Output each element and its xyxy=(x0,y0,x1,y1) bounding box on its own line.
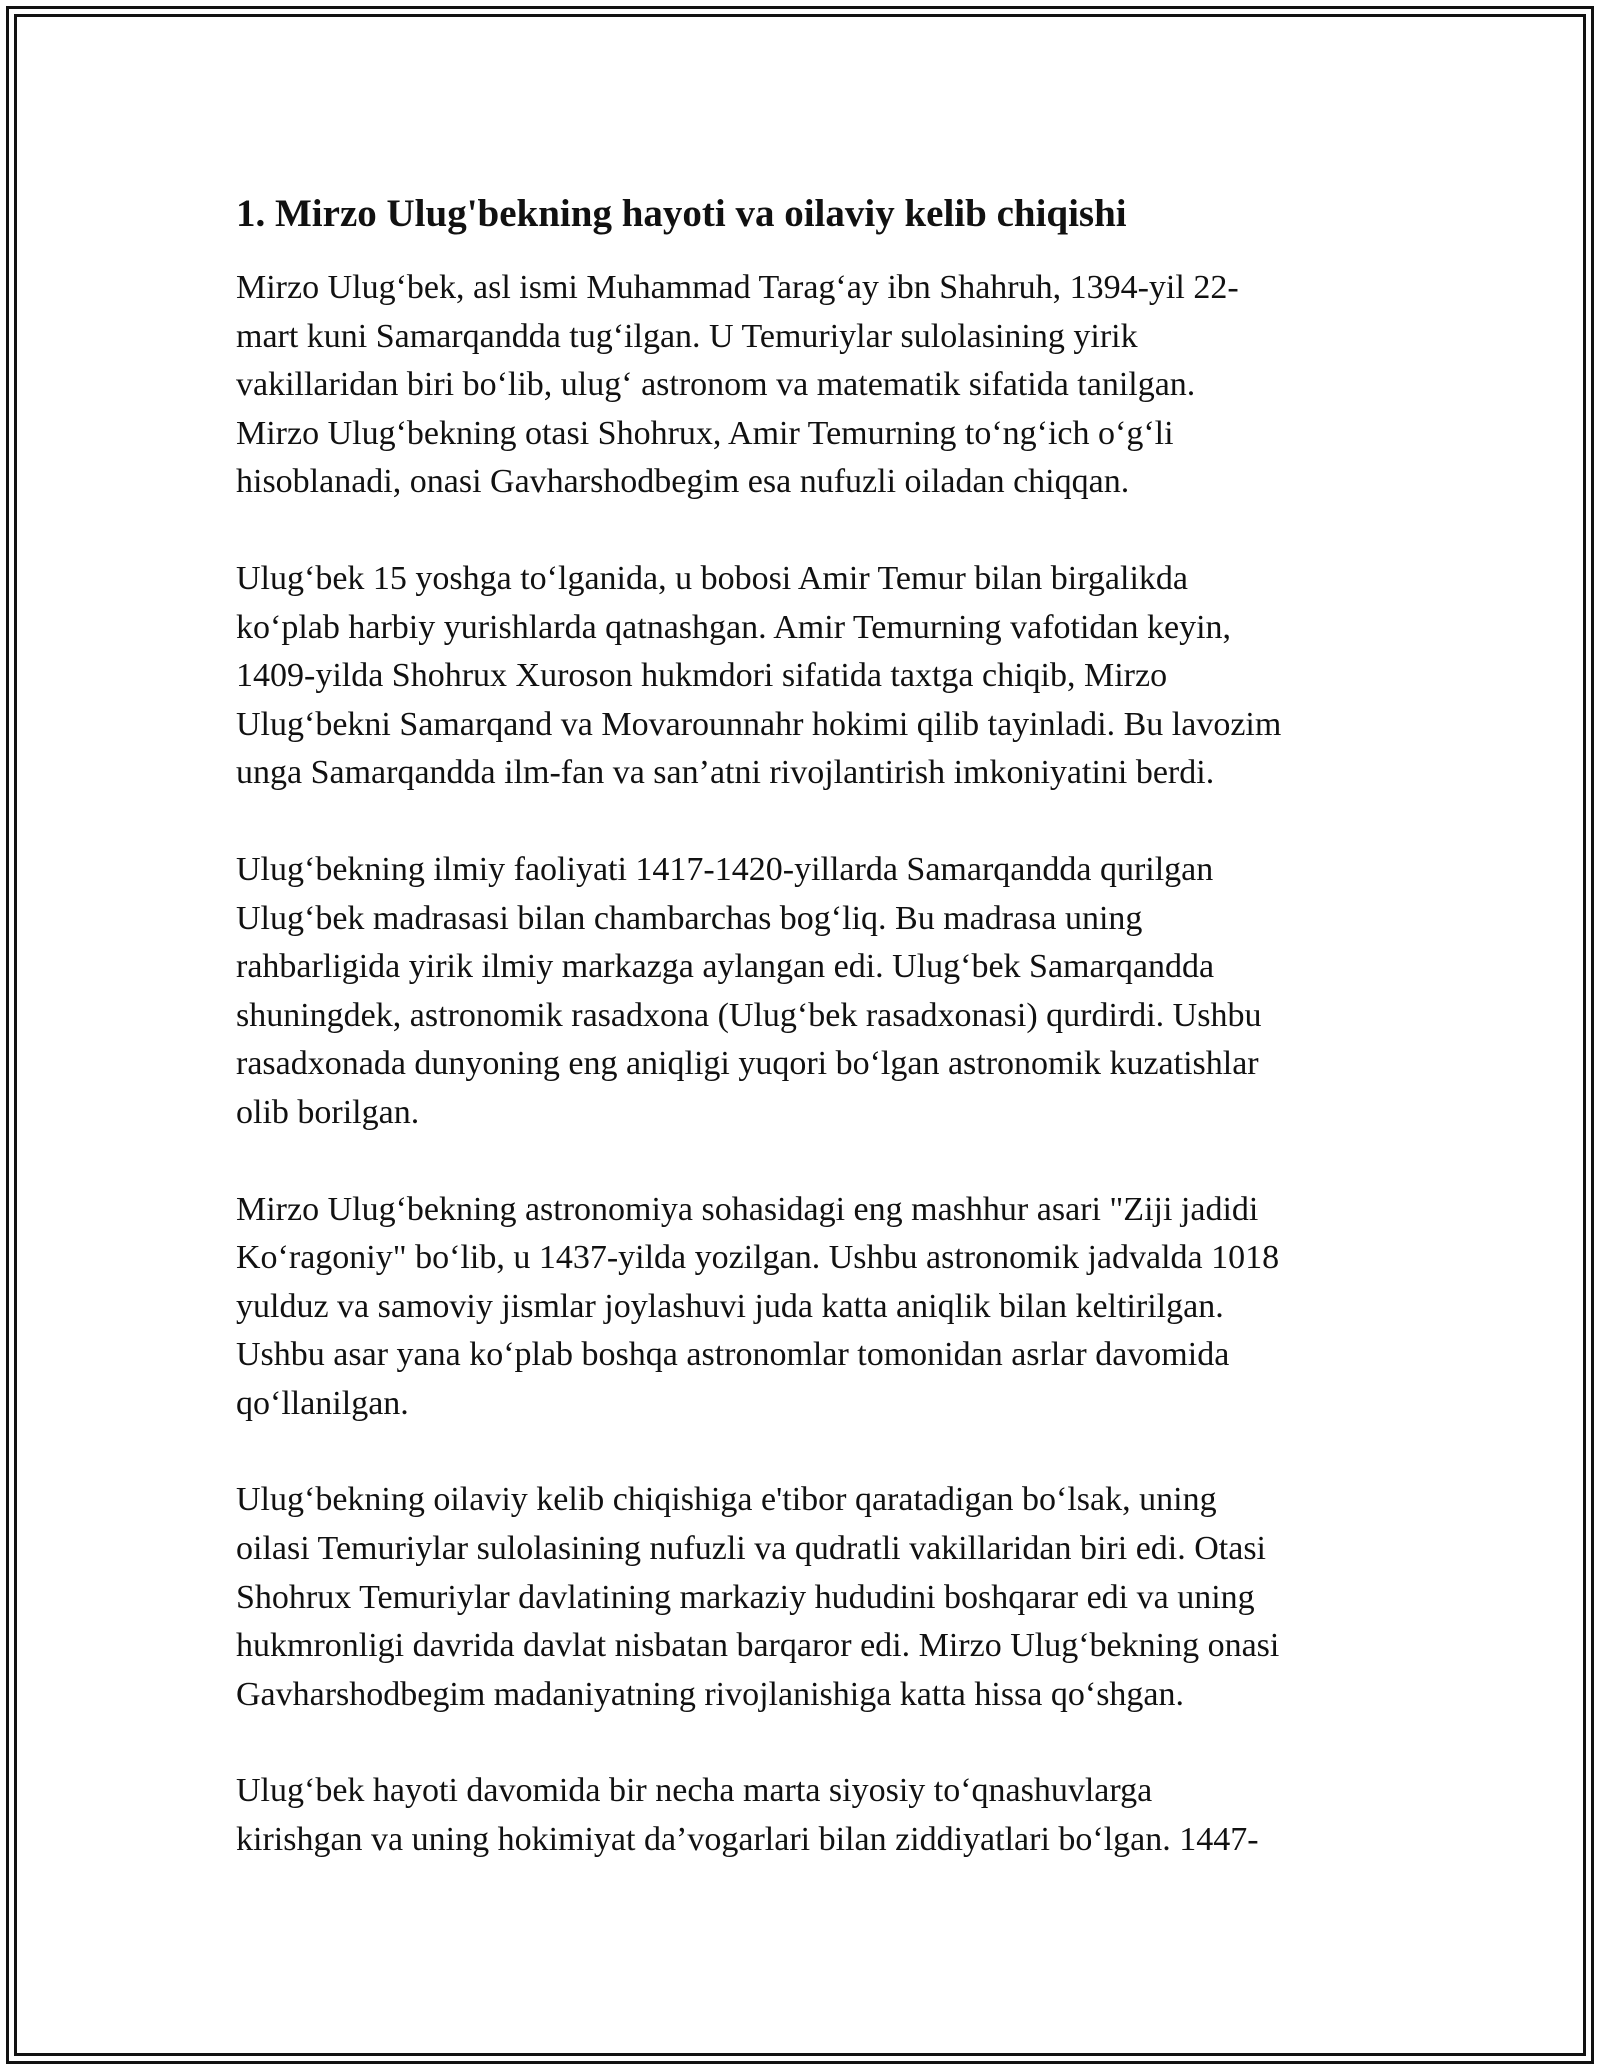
text-line: yulduz va samoviy jismlar joylashuvi juda katta aniqlik bilan keltirilgan. xyxy=(236,1287,1224,1325)
text-line: Mirzo Ulug‘bek, asl ismi Muhammad Tarag‘ay ibn Shahruh, 1394-yil 22- xyxy=(236,269,1239,306)
text-line: Ulug‘bek madrasasi bilan chambarchas bog‘liq. Bu madrasa uning xyxy=(236,899,1143,937)
text-line: rasadxonada dunyoning eng aniqligi yuqori bo‘lgan astronomik kuzatishlar xyxy=(236,1045,1259,1083)
text-line: hisoblanadi, onasi Gavharshodbegim esa nufuzli oiladan chiqqan. xyxy=(236,463,1130,501)
text-line: Ushbu asar yana ko‘plab boshqa astronomlar tomonidan asrlar davomida xyxy=(236,1336,1230,1374)
section-heading: 1. Mirzo Ulug'bekning hayoti va oilaviy kelib chiqishi xyxy=(236,192,1127,235)
text-line: Mirzo Ulug‘bekning otasi Shohrux, Amir Temurning to‘ng‘ich o‘g‘li xyxy=(236,414,1174,452)
text-line: olib borilgan. xyxy=(236,1093,420,1131)
text-line: oilasi Temuriylar sulolasining nufuzli va qudratli vakillaridan biri edi. Otasi xyxy=(236,1530,1266,1568)
paragraph xyxy=(236,1186,1376,1429)
text-line: Ulug‘bekni Samarqand va Movarounnahr hokimi qilib tayinladi. Bu lavozim xyxy=(236,705,1282,743)
paragraph xyxy=(236,1476,1376,1719)
text-line: vakillaridan biri bo‘lib, ulug‘ astronom va matematik sifatida tanilgan. xyxy=(236,366,1196,404)
text-line: qo‘llanilgan. xyxy=(236,1384,409,1422)
paragraph xyxy=(236,264,1376,507)
text-line: Ulug‘bekning oilaviy kelib chiqishiga e'tibor qaratadigan bo‘lsak, uning xyxy=(236,1481,1217,1519)
text-line: Shohrux Temuriylar davlatining markaziy hududini boshqarar edi va uning xyxy=(236,1578,1255,1616)
text-line: Mirzo Ulug‘bekning astronomiya sohasidagi eng mashhur asari "Ziji jadidi xyxy=(236,1190,1259,1228)
document-body xyxy=(236,186,1376,1913)
text-line: ko‘plab harbiy yurishlarda qatnashgan. Amir Temurning vafotidan keyin, xyxy=(236,608,1232,646)
text-line: kirishgan va uning hokimiyat da’vogarlari bilan ziddiyatlari bo‘lgan. 1447- xyxy=(236,1821,1259,1859)
text-line: Ulug‘bek 15 yoshga to‘lganida, u bobosi Amir Temur bilan birgalikda xyxy=(236,559,1188,597)
text-line: 1409-yilda Shohrux Xuroson hukmdori sifatida taxtga chiqib, Mirzo xyxy=(236,657,1168,695)
text-line: unga Samarqandda ilm-fan va san’atni rivojlantirish imkoniyatini berdi. xyxy=(236,754,1215,792)
text-line: hukmronligi davrida davlat nisbatan barqaror edi. Mirzo Ulug‘bekning onasi xyxy=(236,1627,1280,1665)
text-line: Ulug‘bek hayoti davomida bir necha marta siyosiy to‘qnashuvlarga xyxy=(236,1772,1153,1810)
text-line: mart kuni Samarqandda tug‘ilgan. U Temuriylar sulolasining yirik xyxy=(236,317,1138,355)
paragraph xyxy=(236,555,1376,798)
text-line: shuningdek, astronomik rasadxona (Ulug‘bek rasadxonasi) qurdirdi. Ushbu xyxy=(236,996,1262,1034)
text-line: Ko‘ragoniy" bo‘lib, u 1437-yilda yozilgan. Ushbu astronomik jadvalda 1018 xyxy=(236,1239,1280,1277)
paragraph xyxy=(236,1767,1376,1864)
text-line: Gavharshodbegim madaniyatning rivojlanishiga katta hissa qo‘shgan. xyxy=(236,1675,1185,1713)
text-line: Ulug‘bekning ilmiy faoliyati 1417-1420-yillarda Samarqandda qurilgan xyxy=(236,850,1214,888)
text-line: rahbarligida yirik ilmiy markazga aylangan edi. Ulug‘bek Samarqandda xyxy=(236,948,1215,986)
paragraph xyxy=(236,846,1376,1138)
